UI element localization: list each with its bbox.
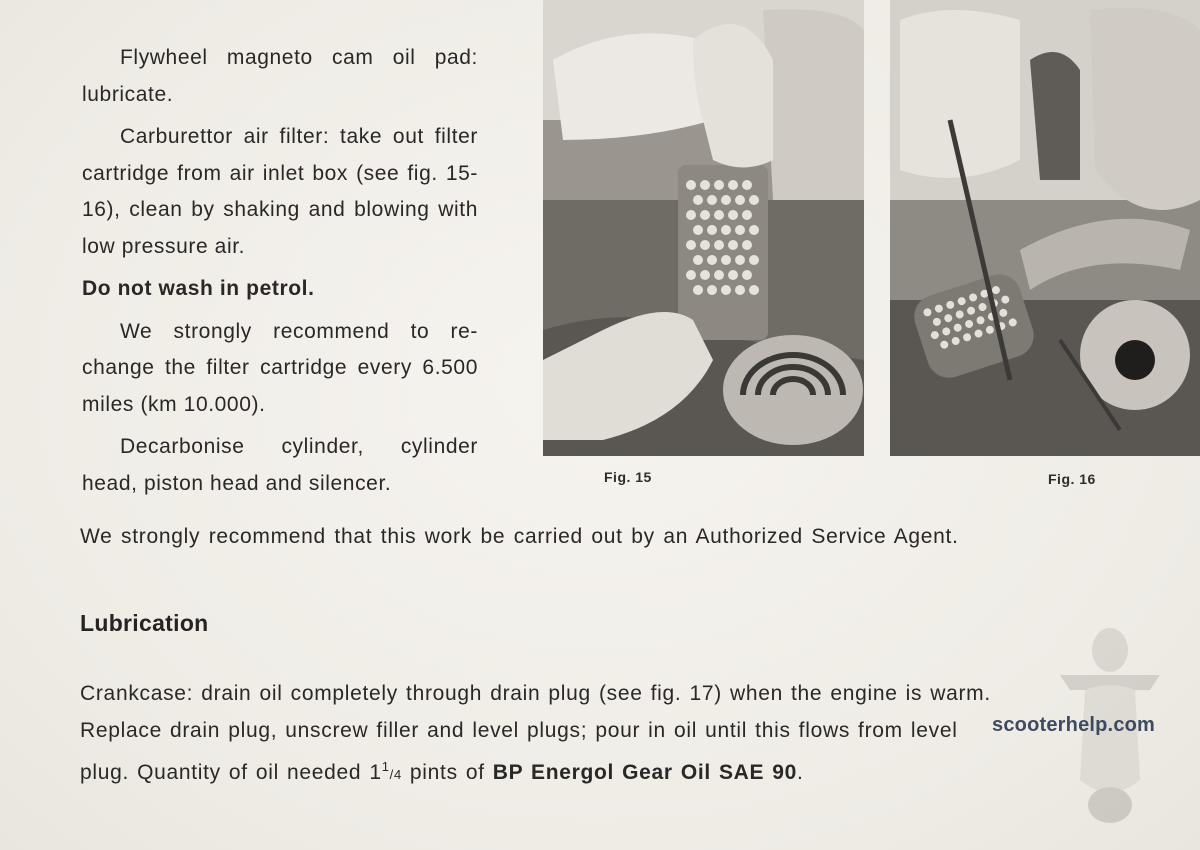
- oil-quantity-prefix: plug. Quantity of oil needed 1: [80, 761, 382, 784]
- fraction-denominator: 4: [393, 767, 402, 782]
- lubrication-line-3: plug. Quantity of oil needed $1^1/4$ pints of BP Energol Gear Oil SAE 90.: [80, 759, 804, 784]
- paragraph-air-filter: Carburettor air filter: take out filter cartridge from air inlet box (see fig. 15-16), clean by shaking and blowing with low pressure air.: [82, 125, 478, 258]
- paragraph-flywheel: Flywheel magneto cam oil pad: lubricate.: [82, 46, 478, 106]
- lubrication-line-2: Replace drain plug, unscrew filler and level plugs; pour in oil until this flows from level: [80, 718, 958, 742]
- oil-quantity-mid: pints of: [401, 761, 493, 784]
- figure-15-caption: Fig. 15: [604, 469, 652, 485]
- oil-product-name: BP Energol Gear Oil SAE 90: [492, 761, 798, 784]
- left-text-column: [82, 40, 478, 508]
- section-heading-lubrication: Lubrication: [80, 610, 209, 636]
- paragraph-decarbonise: Decarbonise cylinder, cylinder head, piston head and silencer.: [82, 435, 478, 495]
- service-agent-note: We strongly recommend that this work be carried out by an Authorized Service Agent.: [80, 525, 959, 548]
- oil-quantity-end: .: [797, 761, 804, 784]
- figure-15-photo: [543, 0, 864, 456]
- lubrication-body: [80, 676, 1140, 794]
- lubrication-line-1: Crankcase: drain oil completely through drain plug (see fig. 17) when the engine is warm.: [80, 682, 991, 705]
- figure-16-photo: [890, 0, 1200, 456]
- warning-no-petrol: Do not wash in petrol.: [82, 277, 315, 300]
- paragraph-cartridge-change: We strongly recommend to re-change the filter cartridge every 6.500 miles (km 10.000).: [82, 319, 478, 416]
- figure-16-caption: Fig. 16: [1048, 471, 1096, 487]
- watermark-url: scooterhelp.com: [992, 714, 1156, 736]
- fraction-numerator: 1: [381, 759, 390, 774]
